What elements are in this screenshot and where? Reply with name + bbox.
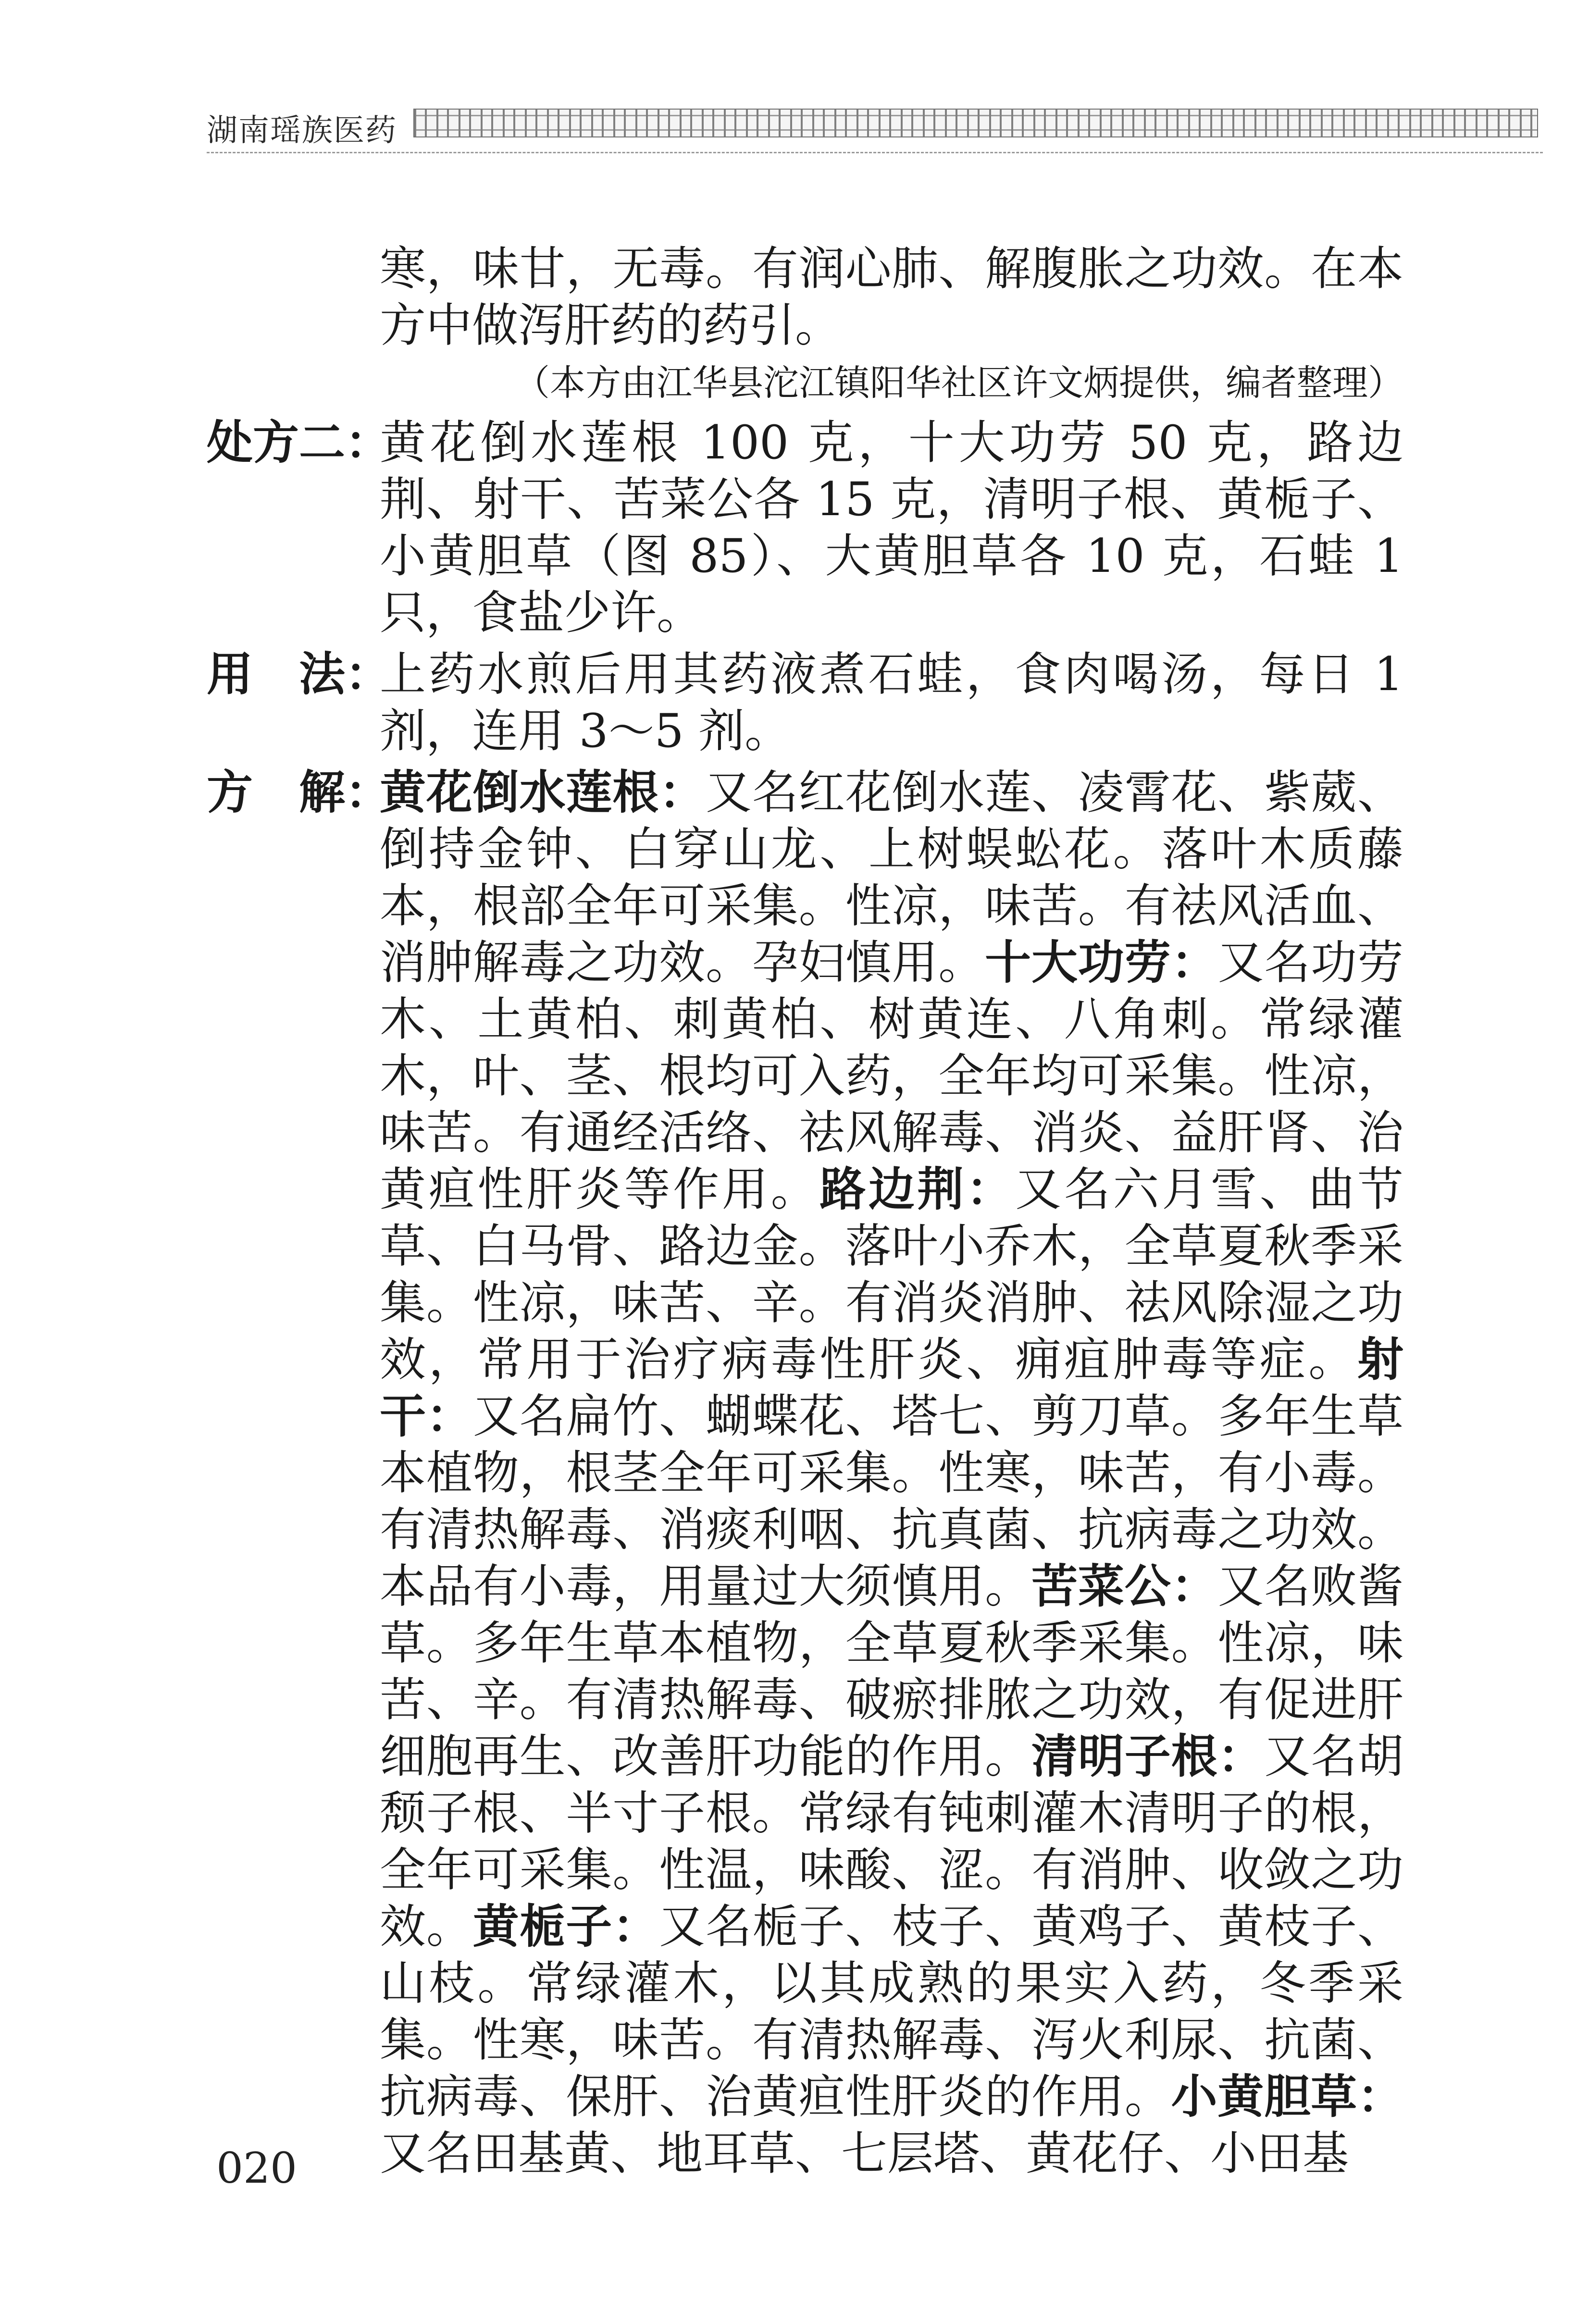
- herb-description: 又名败酱草。多年生草本植物，全草夏秋季采集。性凉，味苦、辛。有清热解毒、破瘀排脓之功效，有促进肝细胞再生、改善肝功能的作用。: [380, 1559, 1404, 1783]
- herb-description: 又名胡颓子根、半寸子根。常绿有钝刺灌木清明子的根，全年可采集。性温，味酸、涩。有消肿、收敛之功效。: [380, 1730, 1404, 1953]
- header-divider: [207, 152, 1543, 153]
- herb-description: 又名栀子、枝子、黄鸡子、黄枝子、山枝。常绿灌木，以其成熟的果实入药，冬季采集。性寒，味苦。有清热解毒、泻火利尿、抗菌、抗病毒、保肝、治黄疸性肝炎的作用。: [380, 1900, 1404, 2124]
- herb-description: 又名田基黄、地耳草、七层塔、黄花仔、小田基: [380, 2126, 1349, 2180]
- usage-label: 用 法：: [207, 647, 391, 701]
- herb-description: 又名六月雪、曲节草、白马骨、路边金。落叶小乔木，全草夏秋季采集。性凉，味苦、辛。有消炎消肿、祛风除湿之功效，常用于治疗病毒性肝炎、痈疽肿毒等症。: [380, 1162, 1404, 1386]
- herb-description: 又名红花倒水莲、凌霄花、紫葳、倒持金钟、白穿山龙、上树蜈蚣花。落叶木质藤本，根部全年可采集。性凉，味苦。有祛风活血、消肿解毒之功效。孕妇慎用。: [380, 766, 1403, 989]
- herb-description: 又名功劳木、土黄柏、刺黄柏、树黄连、八角刺。常绿灌木，叶、茎、根均可入药，全年均可采集。性凉，味苦。有通经活络、祛风解毒、消炎、益肝肾、治黄疸性肝炎等作用。: [380, 936, 1404, 1216]
- running-header-title: 湖南瑶族医药: [207, 113, 397, 148]
- herb-name: 清明子根：: [1031, 1729, 1265, 1783]
- herb-name: 黄栀子：: [472, 1899, 659, 1953]
- decorative-border-pattern: [413, 109, 1538, 137]
- page-number: 020: [216, 2143, 297, 2193]
- herb-name: 苦菜公：: [1031, 1559, 1218, 1613]
- usage-text: 上药水煎后用其药液煮石蛙，食肉喝汤，每日 1 剂，连用 3～5 剂。: [380, 647, 1403, 758]
- source-note: （本方由江华县沱江镇阳华社区许文炳提供，编者整理）: [514, 362, 1403, 404]
- herb-name: 黄花倒水莲根：: [380, 765, 706, 819]
- prescription-label: 处方二：: [207, 415, 391, 470]
- herb-description: 又名扁竹、蝴蝶花、塔七、剪刀草。多年生草本植物，根茎全年可采集。性寒，味苦，有小毒。有清热解毒、消痰利咽、抗真菌、抗病毒之功效。本品有小毒，用量过大须慎用。: [380, 1389, 1404, 1613]
- continued-paragraph: 寒，味甘，无毒。有润心肺、解腹胀之功效。在本方中做泻肝药的药引。: [380, 242, 1403, 352]
- herb-name: 射干：: [380, 1332, 1403, 1443]
- running-header: [207, 96, 1543, 154]
- prescription-two: [207, 414, 1403, 641]
- herb-name: 小黄胆草：: [1171, 2069, 1404, 2124]
- explanation-label: 方 解：: [207, 765, 391, 819]
- usage-section: [207, 646, 1403, 759]
- herb-name: 路边荆：: [819, 1162, 1016, 1216]
- page-body: [207, 240, 1403, 2182]
- explanation-section: [207, 764, 1403, 2182]
- herb-name: 十大功劳：: [985, 935, 1218, 989]
- prescription-text: 黄花倒水莲根 100 克，十大功劳 50 克，路边荆、射干、苦菜公各 15 克，清明子根、黄栀子、小黄胆草（图 85）、大黄胆草各 10 克，石蛙 1 只，食盐少许。: [380, 416, 1403, 640]
